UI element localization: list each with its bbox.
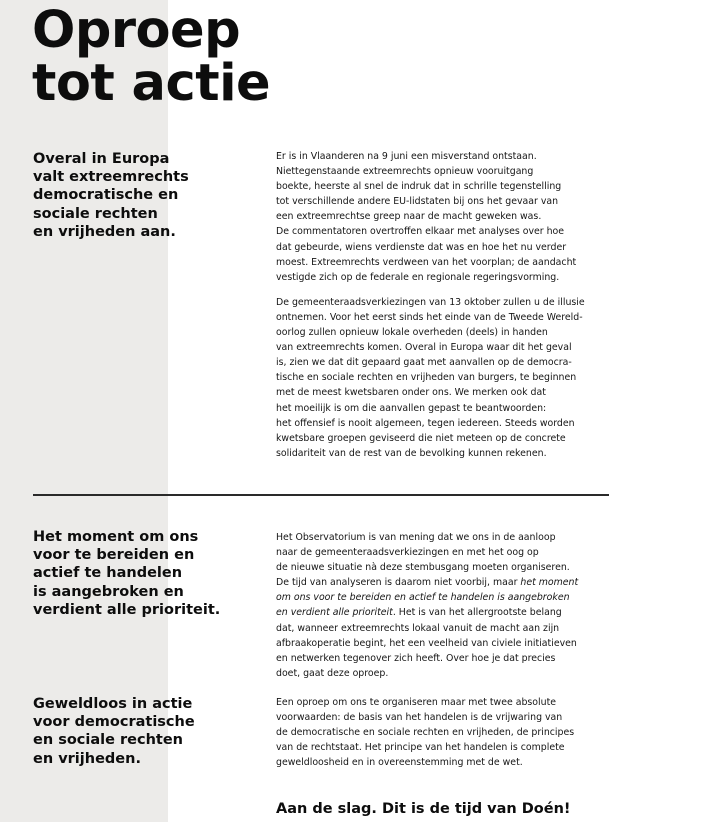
paragraph-gap (276, 285, 585, 295)
title-line-2: tot actie (32, 54, 271, 113)
body-text-span: De tijd van analyseren is daarom niet voorbij, maar (276, 577, 521, 589)
body-line: geweldloosheid en in overeenstemming met de wet. (276, 757, 523, 769)
body-line: met de meest kwetsbaren onder ons. We merken ook dat (276, 387, 546, 399)
heading-line: voor democratische (33, 714, 195, 731)
title-line-1: Oproep (32, 1, 241, 60)
body-line: Er is in Vlaanderen na 9 juni een misverstand ontstaan. (276, 151, 537, 162)
section-heading-moment (33, 528, 243, 619)
body-line: afbraakoperatie begint, het een veelheid van civiele initiatieven (276, 637, 577, 649)
heading-line: Het moment om ons (33, 529, 199, 545)
emphasis-text: en verdient alle prioriteit (276, 607, 393, 619)
body-line: een extreemrechtse greep naar de macht geweken was. (276, 211, 542, 223)
heading-line: is aangebroken en (33, 583, 184, 600)
body-line: ontnemen. Voor het eerst sinds het einde van de Tweede Wereld- (276, 311, 583, 323)
body-line: doet, gaat deze oproep. (276, 667, 389, 679)
heading-line: Overal in Europa (33, 151, 170, 167)
page-title (32, 1, 271, 113)
heading-line: en vrijheden aan. (33, 223, 176, 240)
body-line: de democratische en sociale rechten en vrijheden, de principes (276, 727, 575, 739)
body-line: oorlog zullen opnieuw lokale overheden (deels) in handen (276, 327, 548, 339)
body-line: van extreemrechts komen. Overal in Europa waar dit het geval (276, 342, 572, 354)
body-line: het offensief is nooit algemeen, tegen iedereen. Steeds worden (276, 417, 575, 429)
body-text-span: . Het is van het allergrootste belang (392, 607, 562, 619)
body-line: het moeilijk is om die aanvallen gepast te beantwoorden: (276, 402, 547, 414)
body-line: dat gebeurde, wiens verdienste dat was en hoe het nu verder (276, 241, 567, 253)
section-body-nonviolent (276, 695, 574, 770)
body-line: Niettegenstaande extreemrechts opnieuw vooruitgang (276, 166, 534, 178)
heading-line: sociale rechten (33, 205, 158, 222)
body-line: De commentatoren overtroffen elkaar met analyses over hoe (276, 226, 565, 238)
heading-line: verdient alle prioriteit. (33, 601, 221, 618)
section-heading-nonviolent (33, 695, 243, 768)
body-line: Een oproep om ons te organiseren maar met twee absolute (276, 697, 557, 708)
closing-call-to-action: Aan de slag. Dit is de tijd van Doén! (276, 801, 571, 817)
body-line (276, 590, 578, 605)
body-line: vestigde zich op de federale en regionale regeringsvorming. (276, 271, 560, 283)
body-line: boekte, heerste al snel de indruk dat in schrille tegenstelling (276, 181, 562, 193)
body-line: en netwerken tegenover zich heeft. Over hoe je dat precies (276, 652, 556, 664)
body-line: voorwaarden: de basis van het handelen is de vrijwaring van (276, 712, 563, 724)
body-line (276, 575, 578, 590)
body-line: moest. Extreemrechts verdween van het voorplan; de aandacht (276, 256, 577, 268)
heading-line: Geweldloos in actie (33, 696, 193, 712)
body-line (276, 605, 578, 620)
section-body-moment (276, 530, 578, 681)
emphasis-text: het moment (520, 577, 579, 589)
body-line: tische en sociale rechten en vrijheden van burgers, te beginnen (276, 372, 577, 384)
body-line: kwetsbare groepen geviseerd die niet meteen op de concrete (276, 432, 566, 444)
body-line: tot verschillende andere EU-lidstaten bij ons het gevaar van (276, 196, 559, 208)
body-line: dat, wanneer extreemrechts lokaal vanuit de macht aan zijn (276, 622, 560, 634)
section-body-europe (276, 149, 585, 461)
heading-line: en vrijheden. (33, 750, 141, 767)
body-line: naar de gemeenteraadsverkiezingen en met het oog op (276, 547, 539, 559)
section-heading-europe (33, 150, 243, 241)
body-line: Het Observatorium is van mening dat we ons in de aanloop (276, 532, 556, 543)
heading-line: valt extreemrechts (33, 169, 189, 186)
emphasis-text: om ons voor te bereiden en actief te handelen is aangebroken (276, 592, 570, 604)
body-line: van de rechtstaat. Het principe van het handelen is complete (276, 742, 565, 754)
section-divider (33, 494, 609, 496)
body-line: is, zien we dat dit gepaard gaat met aanvallen op de democra- (276, 357, 572, 369)
heading-line: democratische en (33, 187, 179, 204)
heading-line: en sociale rechten (33, 732, 183, 749)
body-line: de nieuwe situatie nà deze stembusgang moeten organiseren. (276, 562, 570, 574)
body-line: solidariteit van de rest van de bevolking kunnen rekenen. (276, 447, 547, 459)
heading-line: voor te bereiden en (33, 547, 195, 564)
body-line: De gemeenteraadsverkiezingen van 13 oktober zullen u de illusie (276, 296, 585, 308)
heading-line: actief te handelen (33, 565, 183, 582)
